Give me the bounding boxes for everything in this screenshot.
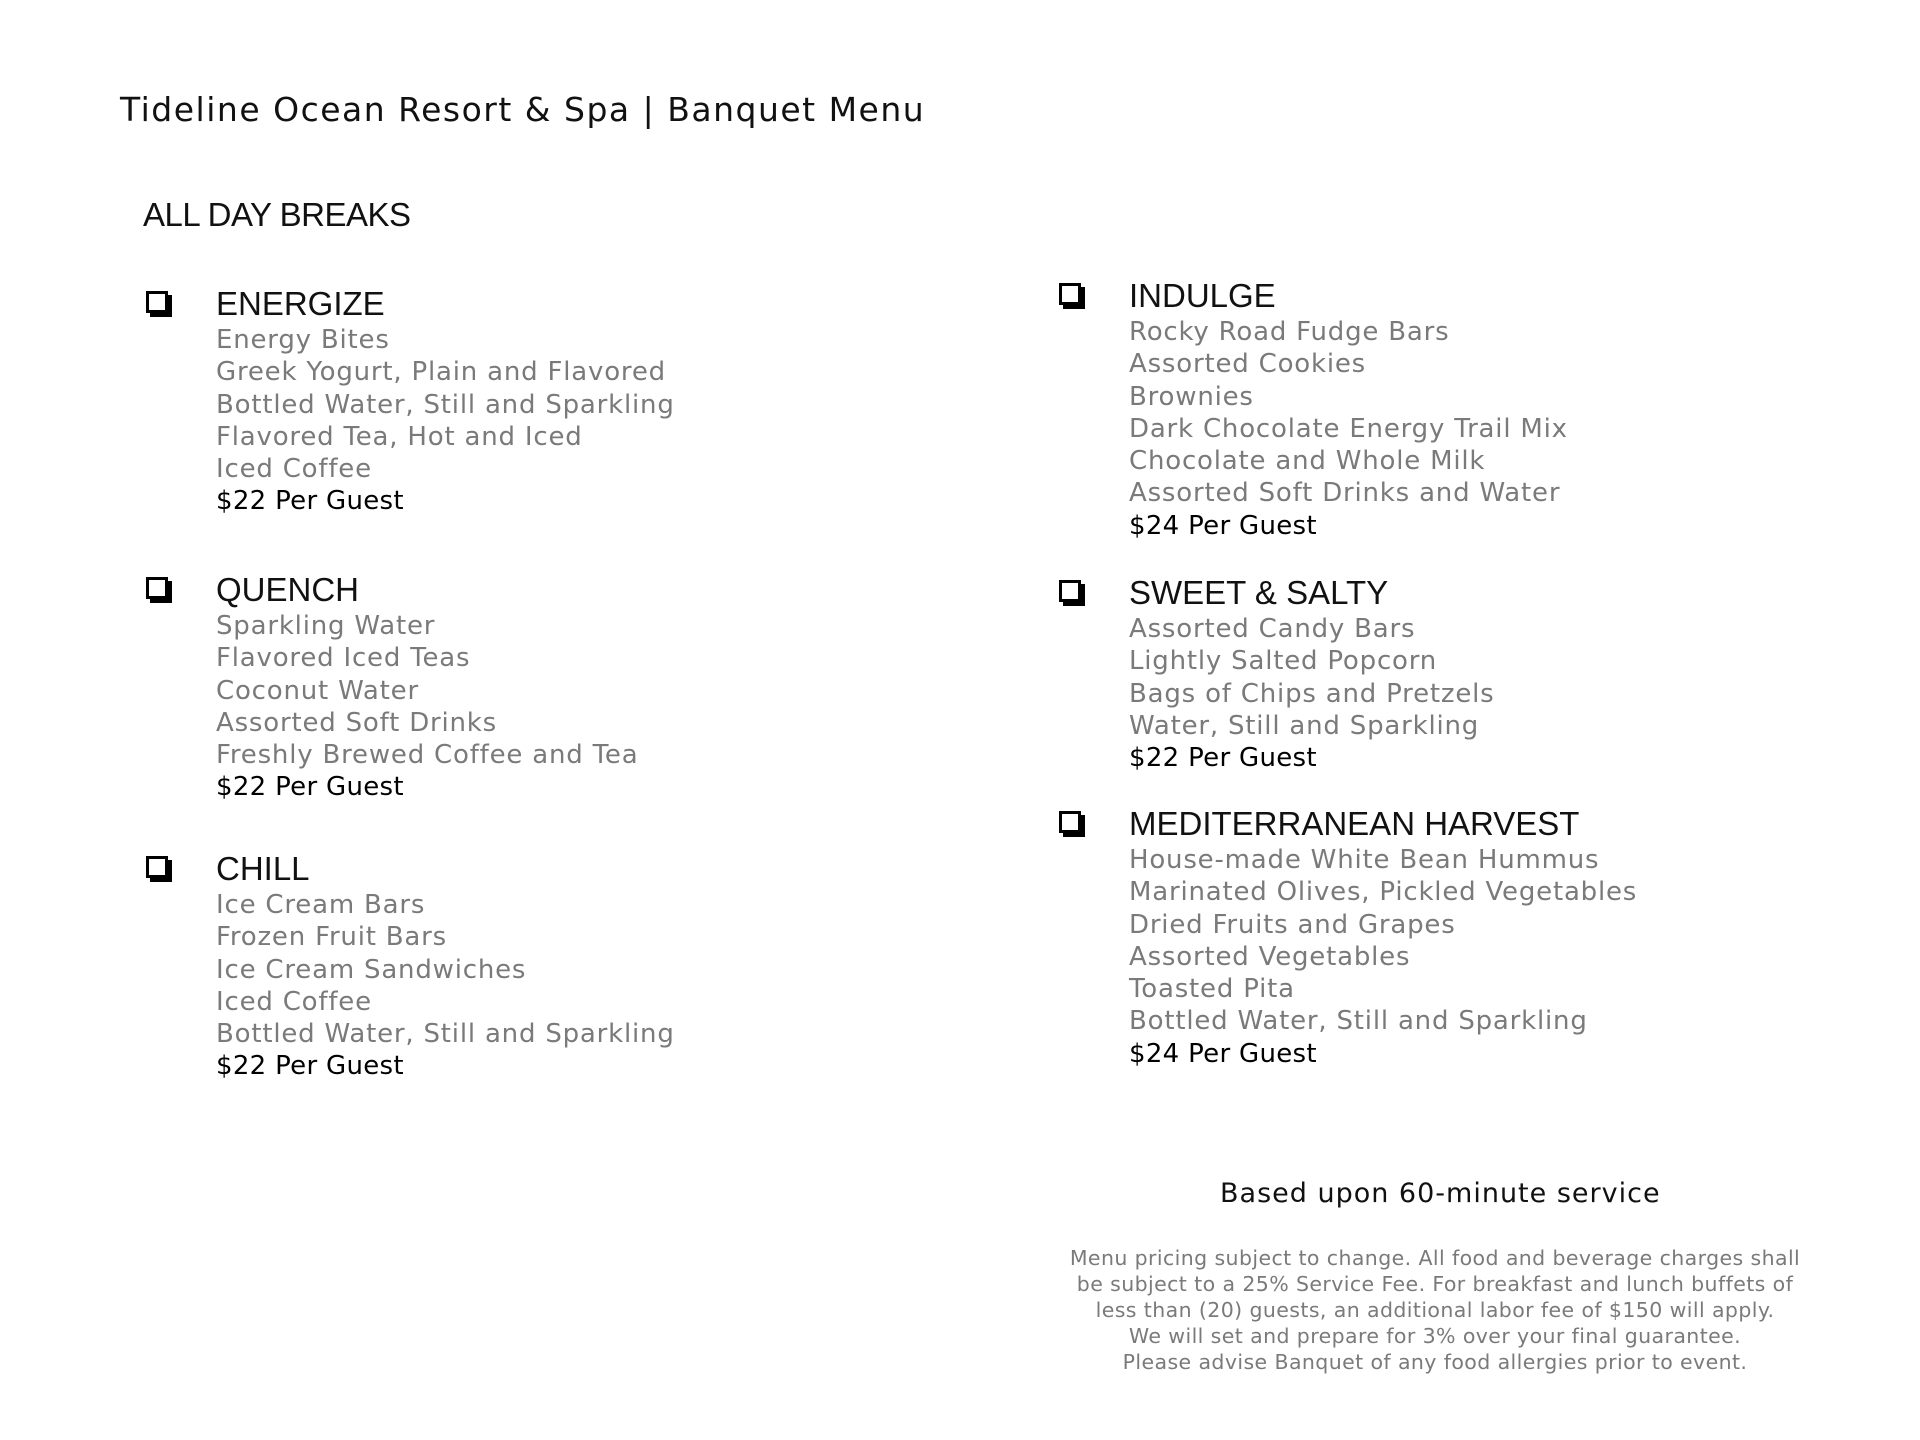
package-energize	[216, 284, 976, 518]
package-item: Rocky Road Fudge Bars	[1129, 317, 1450, 347]
package-item: Toasted Pita	[1129, 974, 1295, 1005]
package-item: Frozen Fruit Bars	[216, 922, 447, 953]
package-items	[1129, 844, 1889, 1038]
package-items	[216, 889, 976, 1050]
disclaimer-line: Please advise Banquet of any food allergies prior to event.	[1122, 1350, 1748, 1374]
package-items	[216, 610, 976, 771]
checkbox-icon[interactable]	[1059, 580, 1081, 602]
package-quench	[216, 570, 976, 804]
package-item: Bags of Chips and Pretzels	[1129, 678, 1495, 709]
package-title: MEDITERRANEAN HARVEST	[1129, 805, 1580, 842]
package-indulge	[1129, 276, 1889, 542]
package-title: CHILL	[216, 850, 310, 887]
package-title: INDULGE	[1129, 277, 1276, 314]
package-item: Bottled Water, Still and Sparkling	[216, 389, 675, 420]
package-price: $22 Per Guest	[216, 486, 404, 517]
package-mediterranean-harvest	[1129, 804, 1889, 1070]
package-item: Ice Cream Sandwiches	[216, 954, 527, 985]
package-items	[1129, 613, 1889, 742]
package-item: Assorted Candy Bars	[1129, 614, 1416, 644]
disclaimer-line: be subject to a 25% Service Fee. For breakfast and lunch buffets of	[1076, 1272, 1794, 1296]
package-item: Flavored Tea, Hot and Iced	[216, 421, 583, 452]
package-item: Iced Coffee	[216, 986, 372, 1017]
package-item: Sparkling Water	[216, 611, 436, 641]
package-price: $22 Per Guest	[216, 1051, 404, 1082]
package-title: SWEET & SALTY	[1129, 574, 1389, 611]
checkbox-icon[interactable]	[1059, 283, 1081, 305]
package-item: Energy Bites	[216, 325, 390, 355]
package-item: Assorted Cookies	[1129, 349, 1367, 380]
package-item: Dark Chocolate Energy Trail Mix	[1129, 413, 1568, 444]
page-title: Tideline Ocean Resort & Spa | Banquet Menu	[120, 90, 926, 129]
package-item: Assorted Soft Drinks	[216, 707, 498, 738]
package-price: $22 Per Guest	[1129, 743, 1317, 774]
package-price: $22 Per Guest	[216, 772, 404, 803]
package-title: ENERGIZE	[216, 285, 385, 322]
package-item: Freshly Brewed Coffee and Tea	[216, 740, 639, 771]
package-sweet-salty	[1129, 573, 1889, 774]
disclaimer-line: less than (20) guests, an additional labor fee of $150 will apply.	[1095, 1298, 1775, 1322]
package-chill	[216, 849, 976, 1083]
package-item: House-made White Bean Hummus	[1129, 845, 1600, 875]
disclaimer-line: Menu pricing subject to change. All food and beverage charges shall	[1069, 1246, 1801, 1270]
checkbox-icon[interactable]	[146, 856, 168, 878]
package-item: Coconut Water	[216, 675, 419, 706]
section-heading: ALL DAY BREAKS	[143, 196, 411, 233]
package-item: Iced Coffee	[216, 454, 372, 485]
package-item: Brownies	[1129, 381, 1254, 412]
disclaimer	[1055, 1245, 1815, 1375]
package-item: Lightly Salted Popcorn	[1129, 646, 1438, 677]
package-price: $24 Per Guest	[1129, 510, 1317, 541]
package-item: Ice Cream Bars	[216, 890, 426, 920]
package-items	[216, 324, 976, 485]
package-item: Bottled Water, Still and Sparkling	[1129, 1006, 1588, 1037]
package-item: Greek Yogurt, Plain and Flavored	[216, 357, 666, 388]
package-item: Assorted Vegetables	[1129, 941, 1411, 972]
package-item: Bottled Water, Still and Sparkling	[216, 1019, 675, 1050]
service-note: Based upon 60-minute service	[1220, 1178, 1661, 1209]
package-items	[1129, 316, 1889, 510]
package-item: Chocolate and Whole Milk	[1129, 446, 1486, 477]
package-item: Dried Fruits and Grapes	[1129, 909, 1456, 940]
package-item: Marinated Olives, Pickled Vegetables	[1129, 877, 1638, 908]
package-item: Assorted Soft Drinks and Water	[1129, 478, 1561, 509]
checkbox-icon[interactable]	[146, 291, 168, 313]
checkbox-icon[interactable]	[1059, 811, 1081, 833]
package-item: Flavored Iced Teas	[216, 643, 471, 674]
disclaimer-line: We will set and prepare for 3% over your final guarantee.	[1128, 1324, 1742, 1348]
package-price: $24 Per Guest	[1129, 1038, 1317, 1069]
checkbox-icon[interactable]	[146, 577, 168, 599]
package-item: Water, Still and Sparkling	[1129, 710, 1480, 741]
package-title: QUENCH	[216, 571, 360, 608]
